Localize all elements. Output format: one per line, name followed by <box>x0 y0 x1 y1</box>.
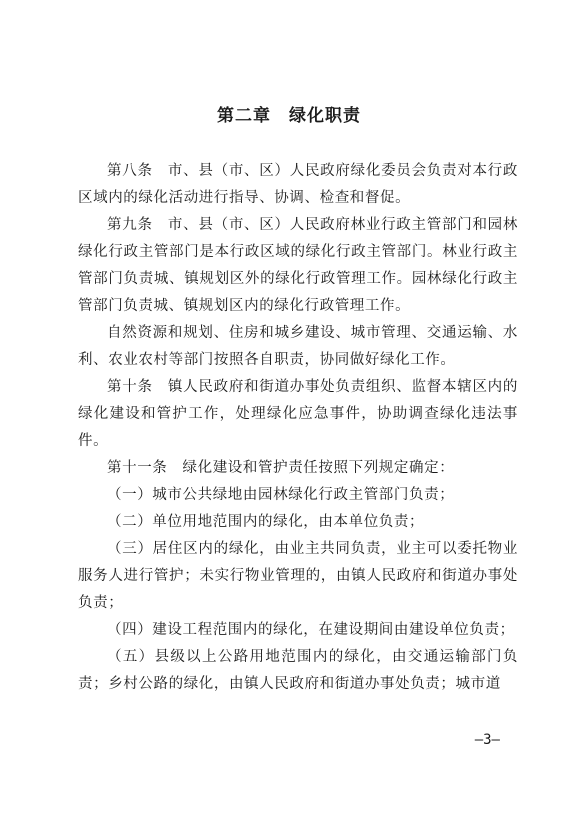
article-11-item-5: （五）县级以上公路用地范围内的绿化，由交通运输部门负责；乡村公路的绿化，由镇人民政府和街道办事处负责；城市道 <box>78 649 518 692</box>
article-11-item-2: （二）单位用地范围内的绿化，由本单位负责； <box>107 514 425 530</box>
chapter-title: 第二章 绿化职责 <box>217 106 361 126</box>
article-8-paragraph: 第八条 市、县（市、区）人民政府绿化委员会负责对本行政区域内的绿化活动进行指导、协调、检查和督促。 <box>78 163 518 206</box>
article-9-paragraph: 第九条 市、县（市、区）人民政府林业行政主管部门和园林绿化行政主管部门是本行政区域的绿化行政主管部门。林业行政主管部门负责城、镇规划区外的绿化行政管理工作。园林绿化行政主管部门负责城、镇规划区内的绿化行政管理工作。 <box>78 217 518 314</box>
article-11-item-4: （四）建设工程范围内的绿化，在建设期间由建设单位负责； <box>107 622 515 638</box>
article-9-supplement-paragraph: 自然资源和规划、住房和城乡建设、城市管理、交通运输、水利、农业农村等部门按照各自职责，协同做好绿化工作。 <box>78 325 518 368</box>
article-11-item-1: （一）城市公共绿地由园林绿化行政主管部门负责； <box>107 487 455 503</box>
article-11-paragraph: 第十一条 绿化建设和管护责任按照下列规定确定： <box>107 460 455 476</box>
article-11-item-3: （三）居住区内的绿化，由业主共同负责，业主可以委托物业服务人进行管护；未实行物业管理的，由镇人民政府和街道办事处负责； <box>78 541 518 611</box>
article-10-paragraph: 第十条 镇人民政府和街道办事处负责组织、监督本辖区内的绿化建设和管护工作，处理绿化应急事件，协助调查绿化违法事件。 <box>78 379 518 449</box>
body-text <box>78 158 518 698</box>
page-number: —3— <box>474 732 500 748</box>
